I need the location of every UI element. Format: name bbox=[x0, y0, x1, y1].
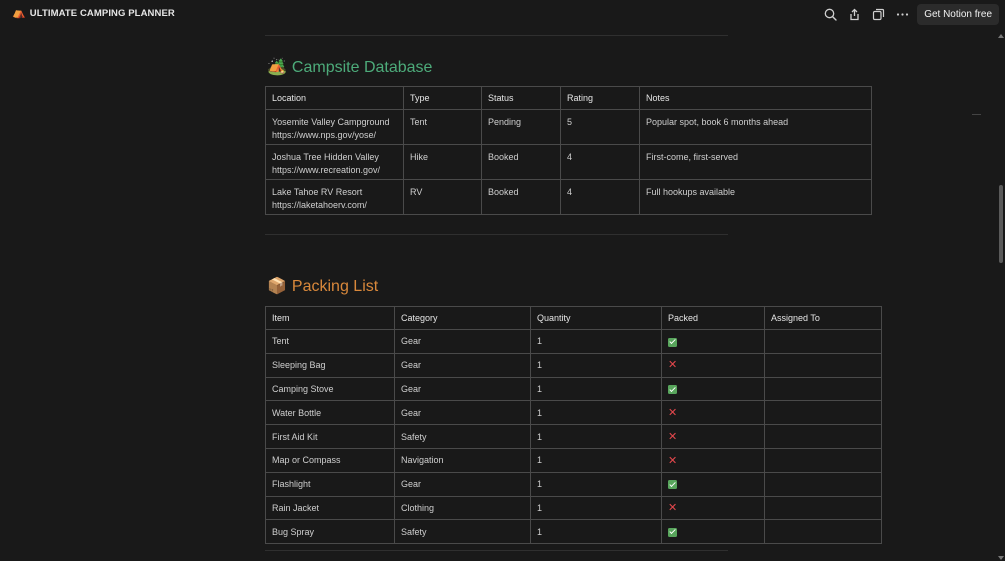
column-header-category[interactable]: Category bbox=[395, 307, 531, 330]
column-header-rating[interactable]: Rating bbox=[561, 87, 640, 110]
status-cell[interactable]: Booked bbox=[482, 145, 561, 180]
assigned-to-cell[interactable] bbox=[765, 496, 882, 520]
divider bbox=[265, 35, 728, 36]
assigned-to-cell[interactable] bbox=[765, 401, 882, 425]
cross-mark-icon[interactable]: ✕ bbox=[668, 502, 678, 515]
notes-cell[interactable]: Popular spot, book 6 months ahead bbox=[640, 110, 872, 145]
type-cell[interactable]: Tent bbox=[404, 110, 482, 145]
more-icon[interactable] bbox=[893, 6, 911, 24]
category-cell[interactable]: Gear bbox=[395, 330, 531, 354]
table-row[interactable] bbox=[266, 377, 882, 401]
quantity-cell[interactable]: 1 bbox=[531, 353, 662, 377]
table-row[interactable] bbox=[266, 496, 882, 520]
column-header-quantity[interactable]: Quantity bbox=[531, 307, 662, 330]
table-row[interactable] bbox=[266, 353, 882, 377]
item-cell[interactable]: Tent bbox=[266, 330, 395, 354]
get-notion-free-button[interactable]: Get Notion free bbox=[917, 4, 999, 25]
cross-mark-icon[interactable]: ✕ bbox=[668, 359, 678, 372]
quantity-cell[interactable]: 1 bbox=[531, 520, 662, 544]
table-row[interactable] bbox=[266, 520, 882, 544]
rating-cell[interactable]: 4 bbox=[561, 145, 640, 180]
scroll-up-arrow-icon[interactable] bbox=[998, 34, 1004, 38]
packing-title: Packing List bbox=[291, 278, 379, 295]
campsite-section-heading bbox=[267, 59, 432, 77]
divider bbox=[265, 234, 728, 235]
checkbox-checked-icon[interactable] bbox=[668, 338, 677, 347]
location-name: Joshua Tree Hidden Valley bbox=[272, 152, 379, 162]
scroll-down-arrow-icon[interactable] bbox=[998, 556, 1004, 560]
item-cell[interactable]: First Aid Kit bbox=[266, 425, 395, 449]
table-header-row bbox=[266, 87, 872, 110]
quantity-cell[interactable]: 1 bbox=[531, 472, 662, 496]
status-cell[interactable]: Booked bbox=[482, 180, 561, 215]
item-cell[interactable]: Flashlight bbox=[266, 472, 395, 496]
top-bar bbox=[0, 0, 1005, 30]
top-actions bbox=[821, 4, 999, 25]
checkbox-checked-icon[interactable] bbox=[668, 480, 677, 489]
packed-cell[interactable] bbox=[662, 448, 765, 472]
packed-cell[interactable] bbox=[662, 496, 765, 520]
table-row[interactable] bbox=[266, 110, 872, 145]
column-header-status[interactable]: Status bbox=[482, 87, 561, 110]
side-indicator bbox=[972, 114, 981, 115]
breadcrumb[interactable] bbox=[12, 8, 175, 19]
assigned-to-cell[interactable] bbox=[765, 330, 882, 354]
package-icon: 📦 bbox=[267, 278, 287, 295]
assigned-to-cell[interactable] bbox=[765, 377, 882, 401]
table-row[interactable] bbox=[266, 425, 882, 449]
category-cell[interactable]: Navigation bbox=[395, 448, 531, 472]
quantity-cell[interactable]: 1 bbox=[531, 425, 662, 449]
category-cell[interactable]: Gear bbox=[395, 472, 531, 496]
packed-cell[interactable] bbox=[662, 330, 765, 354]
quantity-cell[interactable]: 1 bbox=[531, 496, 662, 520]
item-cell[interactable]: Rain Jacket bbox=[266, 496, 395, 520]
packing-section-heading bbox=[267, 278, 378, 296]
category-cell[interactable]: Gear bbox=[395, 401, 531, 425]
divider bbox=[265, 550, 728, 551]
item-cell[interactable]: Camping Stove bbox=[266, 377, 395, 401]
camping-icon: 🏕️ bbox=[267, 59, 287, 76]
tent-icon: ⛺ bbox=[12, 7, 26, 19]
item-cell[interactable]: Water Bottle bbox=[266, 401, 395, 425]
campsite-title: Campsite Database bbox=[291, 59, 433, 76]
type-cell[interactable]: Hike bbox=[404, 145, 482, 180]
table-row[interactable] bbox=[266, 145, 872, 180]
table-row[interactable] bbox=[266, 472, 882, 496]
packed-cell[interactable] bbox=[662, 520, 765, 544]
category-cell[interactable]: Safety bbox=[395, 425, 531, 449]
location-name: Yosemite Valley Campground bbox=[272, 117, 390, 127]
scrollbar[interactable] bbox=[997, 30, 1005, 561]
table-row[interactable] bbox=[266, 401, 882, 425]
location-cell[interactable] bbox=[266, 110, 404, 145]
cross-mark-icon[interactable]: ✕ bbox=[668, 454, 678, 467]
cross-mark-icon[interactable]: ✕ bbox=[668, 406, 678, 419]
category-cell[interactable]: Safety bbox=[395, 520, 531, 544]
search-icon[interactable] bbox=[821, 6, 839, 24]
checkbox-checked-icon[interactable] bbox=[668, 528, 677, 537]
assigned-to-cell[interactable] bbox=[765, 353, 882, 377]
category-cell[interactable]: Gear bbox=[395, 377, 531, 401]
assigned-to-cell[interactable] bbox=[765, 472, 882, 496]
column-header-type[interactable]: Type bbox=[404, 87, 482, 110]
packed-cell[interactable] bbox=[662, 472, 765, 496]
campsite-table bbox=[265, 86, 872, 215]
location-cell[interactable] bbox=[266, 145, 404, 180]
packed-cell[interactable] bbox=[662, 353, 765, 377]
packed-cell[interactable] bbox=[662, 401, 765, 425]
type-cell[interactable]: RV bbox=[404, 180, 482, 215]
packed-cell[interactable] bbox=[662, 377, 765, 401]
packing-table bbox=[265, 306, 882, 544]
quantity-cell[interactable]: 1 bbox=[531, 401, 662, 425]
column-header-item[interactable]: Item bbox=[266, 307, 395, 330]
notes-cell[interactable]: Full hookups available bbox=[640, 180, 872, 215]
rating-cell[interactable]: 4 bbox=[561, 180, 640, 215]
table-row[interactable] bbox=[266, 330, 882, 354]
location-name: Lake Tahoe RV Resort bbox=[272, 187, 363, 197]
duplicate-icon[interactable] bbox=[869, 6, 887, 24]
location-url-link[interactable]: https://www.recreation.gov/ bbox=[272, 165, 381, 175]
scrollbar-thumb[interactable] bbox=[999, 185, 1003, 263]
assigned-to-cell[interactable] bbox=[765, 448, 882, 472]
share-icon[interactable] bbox=[845, 6, 863, 24]
assigned-to-cell[interactable] bbox=[765, 520, 882, 544]
table-row[interactable] bbox=[266, 448, 882, 472]
assigned-to-cell[interactable] bbox=[765, 425, 882, 449]
item-cell[interactable]: Map or Compass bbox=[266, 448, 395, 472]
column-header-assigned-to[interactable]: Assigned To bbox=[765, 307, 882, 330]
location-url-link[interactable]: https://www.nps.gov/yose/ bbox=[272, 130, 377, 140]
checkbox-checked-icon[interactable] bbox=[668, 385, 677, 394]
column-header-packed[interactable]: Packed bbox=[662, 307, 765, 330]
item-cell[interactable]: Sleeping Bag bbox=[266, 353, 395, 377]
packed-cell[interactable] bbox=[662, 425, 765, 449]
category-cell[interactable]: Gear bbox=[395, 353, 531, 377]
category-cell[interactable]: Clothing bbox=[395, 496, 531, 520]
item-cell[interactable]: Bug Spray bbox=[266, 520, 395, 544]
table-header-row bbox=[266, 307, 882, 330]
column-header-location[interactable]: Location bbox=[266, 87, 404, 110]
location-url-link[interactable]: https://laketahoerv.com/ bbox=[272, 200, 367, 210]
quantity-cell[interactable]: 1 bbox=[531, 377, 662, 401]
quantity-cell[interactable]: 1 bbox=[531, 448, 662, 472]
notes-cell[interactable]: First-come, first-served bbox=[640, 145, 872, 180]
quantity-cell[interactable]: 1 bbox=[531, 330, 662, 354]
table-row[interactable] bbox=[266, 180, 872, 215]
location-cell[interactable] bbox=[266, 180, 404, 215]
column-header-notes[interactable]: Notes bbox=[640, 87, 872, 110]
status-cell[interactable]: Pending bbox=[482, 110, 561, 145]
page-breadcrumb-title[interactable]: ULTIMATE CAMPING PLANNER bbox=[29, 8, 175, 19]
cross-mark-icon[interactable]: ✕ bbox=[668, 430, 678, 443]
rating-cell[interactable]: 5 bbox=[561, 110, 640, 145]
